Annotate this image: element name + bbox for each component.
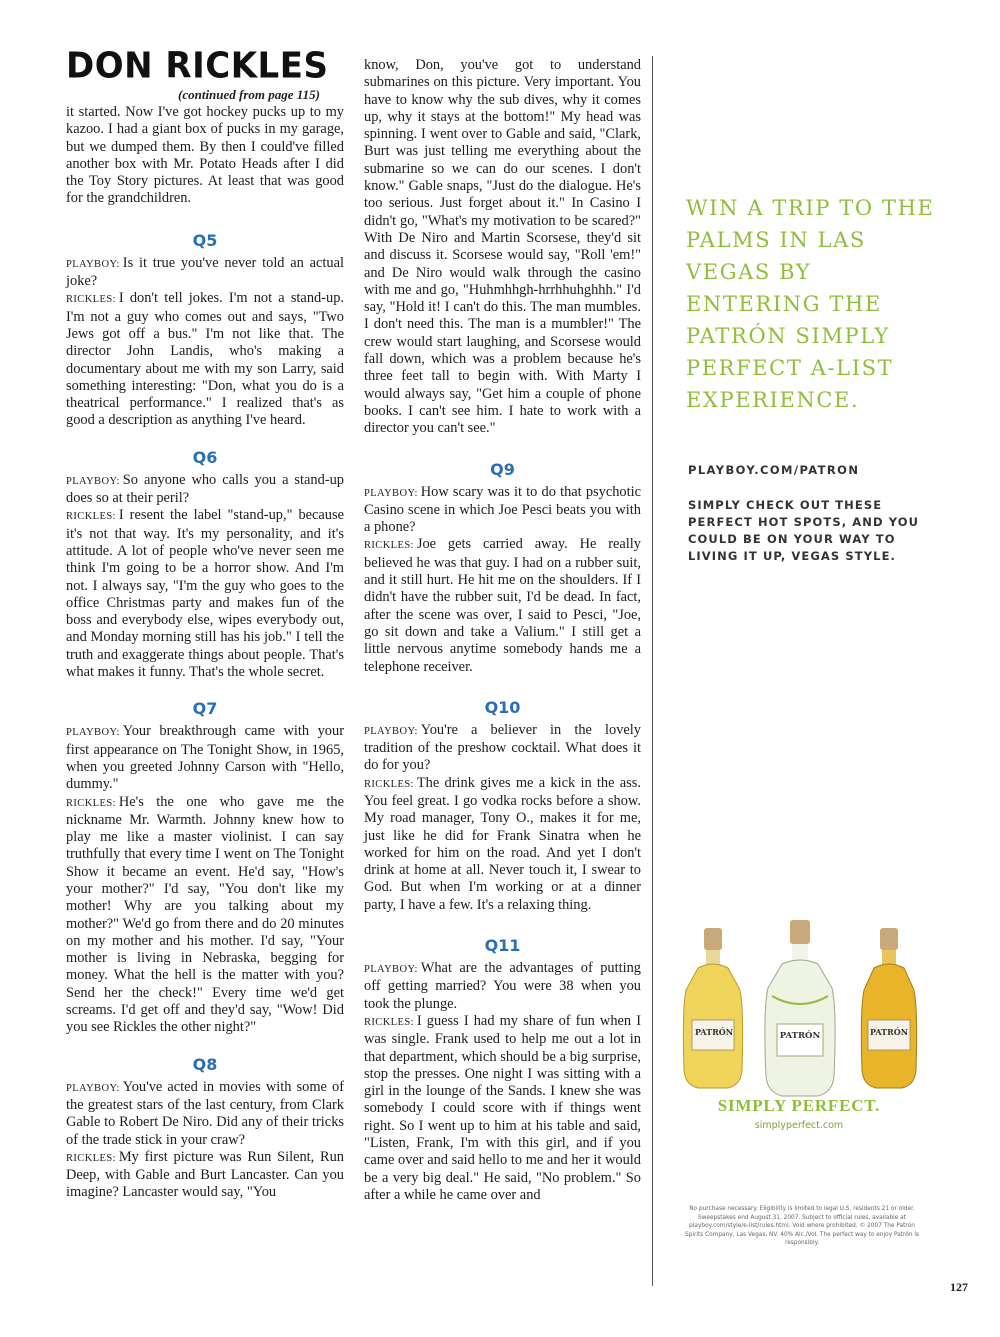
text-column-2 — [364, 57, 641, 1204]
bottle-reposado — [683, 928, 742, 1088]
question: PLAYBOY: Your breakthrough came with your first appearance on The Tonight Show, in 1965, when you greeted Johnny Carson with "Hello, dummy." — [66, 723, 344, 793]
speaker-label: PLAYBOY: — [364, 487, 418, 499]
speaker-label: PLAYBOY: — [66, 1082, 120, 1094]
question-heading: Q10 — [484, 697, 521, 717]
question-heading: Q7 — [192, 699, 218, 719]
article-title: DON RICKLES — [66, 45, 329, 87]
question-heading: Q9 — [490, 459, 515, 479]
question-heading: Q6 — [192, 447, 218, 467]
question: PLAYBOY: Is it true you've never told an actual joke? — [66, 254, 344, 290]
paragraph: it started. Now I've got hockey pucks up to my kazoo. I had a giant box of pucks in my garage, but we dumped them. By then I could've filled another box with Mr. Potato Heads after I did the Toy Story pictures. At least that was good for the grandchildren. — [66, 104, 344, 207]
column-divider — [652, 56, 653, 1286]
bottle-label-right: PATRÓN — [869, 1027, 909, 1037]
question-heading: Q11 — [484, 936, 521, 956]
ad-fine-print: No purchase necessary. Eligibility is limited to legal U.S. residents 21 or older. Sweepstakes end August 31, 2007. Subject to official rules, available at playboy.com/style/e-list/rules.html. Void where prohibited. © 2007 The Patrón Spirits Company, Las Vegas, NV. 40% Alc./Vol. The perfect way to enjoy Patrón is responsibly. — [685, 1206, 919, 1246]
answer: RICKLES: He's the one who gave me the nickname Mr. Warmth. Johnny knew how to play me like a master violinist. I can say truthfully that every time I went on The Tonight Show it became an event. He'd say, "How's your mother?" I'd say, "You don't like my mother! Why are you talking about my mother?" We'd go from there and do 20 minutes on my mother and his mother. I'd say, "Your mother is living in Nebraska, begging for money. What the hell is the matter with you? Send her the check!" Every time we'd get screams. I'd get off and they'd say, "Wow! Did you see Rickles the other night?" — [66, 793, 344, 1036]
ad-url: PLAYBOY.COM/PATRON — [688, 463, 860, 477]
answer: RICKLES: I don't tell jokes. I'm not a stand-up. I'm not a guy who comes out and says, "Two Jews got off a bus." I'm not like that. The director John Landis, who's making a documentary about me with my son Larry, said something interesting: "Don, what you do is a theatrical performance." I realized that's as good a description as anything I've heard. — [66, 290, 344, 429]
continued-note: (continued from page 115) — [178, 87, 320, 102]
bottle-label-left: PATRÓN — [694, 1027, 734, 1037]
speaker-label: RICKLES: — [66, 797, 116, 809]
bottle-label-center: PATRÓN — [779, 1031, 821, 1041]
question: PLAYBOY: So anyone who calls you a stand-up does so at their peril? — [66, 471, 344, 507]
patron-ad — [660, 60, 938, 1270]
speaker-label: PLAYBOY: — [66, 475, 120, 487]
speaker-label: PLAYBOY: — [66, 727, 120, 739]
speaker-label: PLAYBOY: — [364, 964, 418, 976]
speaker-label: RICKLES: — [66, 511, 116, 523]
page-number: 127 — [950, 1280, 968, 1294]
answer: RICKLES: My first picture was Run Silent, Run Deep, with Gable and Burt Lancaster. Can you imagine? Lancaster would say, "You — [66, 1148, 344, 1201]
ad-headline: WIN A TRIP TO THE PALMS IN LAS VEGAS BY ENTERING THE PATRÓN SIMPLY PERFECT A-LIST EXPERIENCE. — [686, 196, 935, 412]
speaker-label: PLAYBOY: — [364, 725, 418, 737]
tequila-bottles-image — [682, 920, 918, 1100]
question: PLAYBOY: What are the advantages of putting off getting married? You were 38 when you took the plunge. — [364, 960, 641, 1012]
speaker-label: RICKLES: — [364, 540, 414, 552]
ad-subtext: SIMPLY CHECK OUT THESE PERFECT HOT SPOTS, AND YOU COULD BE ON YOUR WAY TO LIVING IT UP, VEGAS STYLE. — [688, 498, 920, 563]
speaker-label: RICKLES: — [66, 294, 116, 306]
speaker-label: PLAYBOY: — [66, 258, 120, 270]
speaker-label: RICKLES: — [364, 778, 414, 790]
paragraph: know, Don, you've got to understand submarines on this picture. Very important. You have to know why the sub dives, why it comes up, why it stays at the bottom!" My head was spinning. I went over to Gable and said, "Clark, Burt was just telling me everything about the submarine so we can do our scenes. I don't know." Gable snaps, "Just do the dialogue. He's too serious. Just forget about it." In Casino I didn't go, "What's my motivation to be scared?" With De Niro and Martin Scorsese, they'd sit and discuss it. Scorsese would say, "Roll 'em!" and De Niro would walk through the casino with me and go, "Huhmhhgh-hrrhhuhghhh." I'd say, "Hold it! I can't do this. The man mumbles. I don't need this. The man is a mumbler!" The crew would start laughing, and Scorsese would fall down, which was a problem because he's three feet tall to begin with. With Marty I would always say, "Get him a couple of phone books. I can't see him. I hate to work with a director you can't see." — [364, 57, 641, 437]
question: PLAYBOY: You've acted in movies with some of the greatest stars of the last century, from Clark Gable to Robert De Niro. Did any of their tricks of the trade stick in your craw? — [66, 1078, 344, 1148]
speaker-label: RICKLES: — [364, 1016, 414, 1028]
question: PLAYBOY: How scary was it to do that psychotic Casino scene in which Joe Pesci beats you with a phone? — [364, 483, 641, 536]
bottle-anejo — [861, 928, 916, 1088]
question: PLAYBOY: You're a believer in the lovely tradition of the preshow cocktail. What does it do for you? — [364, 721, 641, 774]
ad-website: simplyperfect.com — [754, 1120, 844, 1131]
answer: RICKLES: I guess I had my share of fun when I was single. Frank used to help me out a lot in that department, which should be a big surprise, stop the presses. One night I was sitting with a girl in the lounge of the Sands. I knew she was somebody I could score with if things went right. So I went up to him at his table and said, "Listen, Frank, I'm with this girl, and if you came over and said hello to me and her it would be a very big deal." He said, "No problem." So after a while he came over and — [364, 1012, 641, 1203]
answer: RICKLES: Joe gets carried away. He really believed he was that guy. I had on a rubber suit, and it still hurt. He hit me on the shoulders. If I didn't have the rubber suit, I'd be dead. In fact, after the scene was over, I said to Pesci, "Joe, go sit down and take a Valium." I still get a little nervous anytime somebody hands me a telephone receiver. — [364, 536, 641, 675]
ad-tagline: SIMPLY PERFECT. — [717, 1096, 881, 1115]
answer: RICKLES: I resent the label "stand-up," because it's not that way. It's my personality, and it's attitude. A lot of people who've never seen me think I'm going to be a horror show. And I'm not. I always say, "I'm the guy who goes to the office Christmas party and makes fun of the boss and everybody else, wipes everybody out, and Monday morning still has his job." I tell the truth and exaggerate things about people. That's what makes it funny. That's the whole secret. — [66, 507, 344, 681]
answer: RICKLES: The drink gives me a kick in the ass. You feel great. I go vodka rocks before a show. My road manager, Tony O., makes it for me, just like he did for Frank Sinatra when he worked for him on the road. And yet I don't drink at home at all. Never touch it, I swear to God. But when I'm working or at a dinner party, I have a few. It's a relaxing thing. — [364, 774, 641, 913]
text-column-1 — [66, 104, 344, 1202]
question-heading: Q5 — [192, 230, 218, 250]
speaker-label: RICKLES: — [66, 1152, 116, 1164]
question-heading: Q8 — [192, 1054, 218, 1074]
bottle-silver — [765, 920, 835, 1096]
